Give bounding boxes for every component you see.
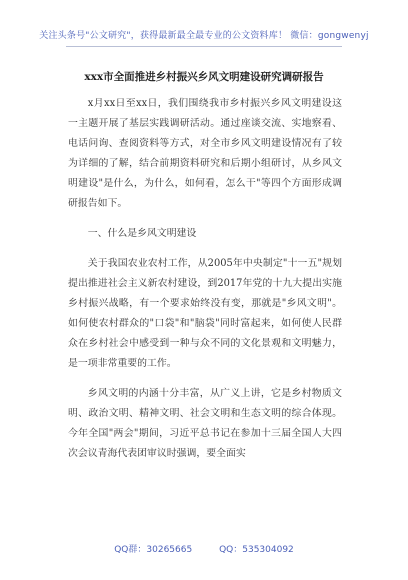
section-heading: 一、什么是乡风文明建设 [87, 228, 197, 239]
qq-number: QQ：535304092 [219, 545, 294, 555]
header-divider [66, 46, 342, 47]
paragraph-background: 关于我国农业农村工作，从2005年中央制定"十一五"规划提出推进社会主义新农村建设，到2017年党的十九大提出实施乡村振兴战略，有一个要求始终没有变，那就是"乡风文明"。如何使农村群众的"口袋"和"脑袋"同时富起来，如何使人民群众在乡村社会中感受到一种与众不同的文化景观和文明魅力，是一项非常重要的工作。 [68, 258, 342, 369]
footer-contact [0, 542, 408, 555]
header-banner: 关注头条号"公文研究"，获得最新最全最专业的公文资料库！ 微信：gongwenyj [39, 31, 369, 41]
document-body [68, 94, 342, 464]
document-title: xxx市全面推进乡村振兴乡风文明建设研究调研报告 [84, 71, 324, 83]
qq-group-number: QQ群：30265665 [114, 545, 193, 555]
paragraph-intro: x月xx日至xx日，我们围绕我市乡村振兴乡风文明建设这一主题开展了基层实践调研活动。通过座谈交流、实地察看、电话问询、查阅资料等方式，对全市乡风文明建设情况有了较为详细的了解，结合前期资料研究和后期小组研讨，从乡风文明建设"是什么，为什么，如何看，怎么干"等四个方面形成调研报告如下。 [68, 98, 342, 209]
paragraph-connotation: 乡风文明的内涵十分丰富，从广义上讲，它是乡村物质文明、政治文明、精神文明、社会文明和生态文明的综合体现。今年全国"两会"期间，习近平总书记在参加十三届全国人大四次会议青海代表团审议时强调，要全面实 [68, 388, 342, 459]
